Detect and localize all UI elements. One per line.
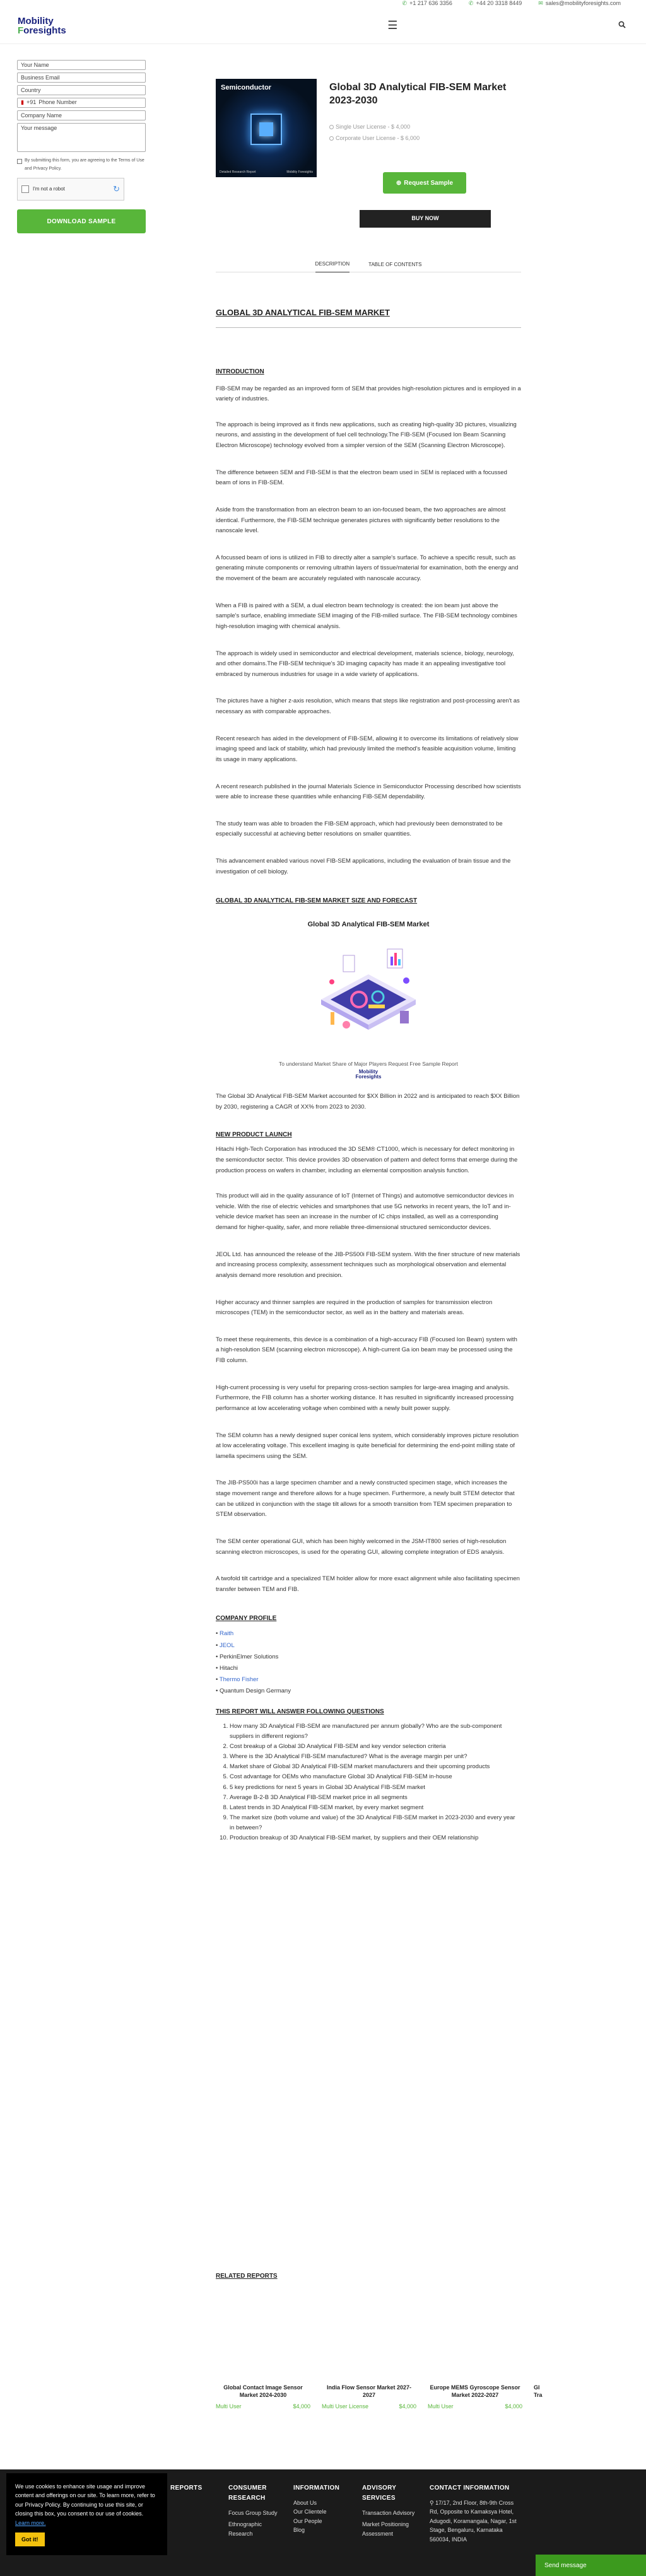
request-sample-button[interactable]	[383, 172, 466, 194]
question-item: 7. Average B-2-B 3D Analytical FIB-SEM market price in all segments	[230, 1793, 521, 1803]
related-report-price: $4,000	[399, 2403, 416, 2410]
related-report-card[interactable]	[322, 2384, 428, 2411]
email-text: sales@mobilityforesights.com	[545, 0, 621, 7]
content-tabs	[216, 257, 521, 272]
footer-heading: ADVISORY SERVICES	[362, 2485, 397, 2502]
related-report-license: Multi User	[428, 2403, 454, 2410]
launch-paragraph: The SEM center operational GUI, which has been highly welcomed in the JSM-IT800 series of high-resolution scanning electron microscopes, is used for the operating GUI, allowing complete integration of EDS analysis.	[216, 1537, 507, 1556]
launch-paragraph: Higher accuracy and thinner samples are required in the production of samples for transmission electron microscopes (TEM) in the semiconductor sector, as well as in the battery and materials areas.	[216, 1298, 493, 1317]
logo-line1: Mobility	[18, 15, 54, 26]
infographic-caption[interactable]: To understand Market Share of Major Players Request Free Sample Report	[279, 1060, 458, 1067]
recaptcha-icon: ↻	[113, 184, 120, 194]
tab-description[interactable]: DESCRIPTION	[315, 257, 350, 272]
related-report-price-row	[428, 2403, 522, 2411]
footer-heading: CONSUMER RESEARCH	[228, 2485, 267, 2502]
related-reports-heading: RELATED REPORTS	[216, 2273, 278, 2280]
related-report-title[interactable]: Global Contact Image Sensor Market 2024-2030	[223, 2384, 303, 2399]
company-item[interactable]: • Thermo Fisher	[216, 1674, 521, 1686]
footer-link[interactable]: About Us	[293, 2500, 317, 2506]
related-report-price: $4,000	[293, 2403, 310, 2410]
launch-paragraph: A twofold tilt cartridge and a specialized TEM holder allow for more exact alignment while also facilitating specimen transfer between TEM and FIB.	[216, 1575, 520, 1593]
mail-icon: ✉	[538, 0, 543, 7]
intro-paragraph: FIB-SEM may be regarded as an improved form of SEM that provides high-resolution pictures and is employed in a variety of industries.	[216, 385, 521, 403]
question-item: 4. Market share of Global 3D Analytical FIB-SEM market manufacturers and their upcoming products	[230, 1762, 521, 1772]
phone-code[interactable]: +91	[26, 99, 37, 106]
divider	[216, 327, 521, 328]
phone-icon: ✆	[402, 0, 408, 7]
question-item: 10. Production breakup of 3D Analytical FIB-SEM market, by suppliers and their OEM relationship	[230, 1833, 521, 1843]
launch-paragraph: To meet these requirements, this device is a combination of a high-accuracy FIB (Focused Ion Beam) system with a high-resolution SEM (scanning electron microscope). A high-current Ga ion beam may be processed using the FIB column.	[216, 1336, 517, 1365]
question-item: 2. Cost breakup of a Global 3D Analytical FIB-SEM and key vendor selection criteria	[230, 1742, 521, 1752]
cover-title: Semiconductor	[221, 84, 272, 91]
question-item: 3. Where is the 3D Analytical FIB-SEM manufactured? What is the average margin per unit?	[230, 1752, 521, 1762]
product-launch-heading: NEW PRODUCT LAUNCH	[216, 1131, 292, 1139]
email-link[interactable]	[538, 0, 621, 8]
phone-uk-text: +44 20 3318 8449	[476, 0, 522, 7]
phone-us[interactable]	[402, 0, 452, 8]
related-report-price-row	[216, 2403, 310, 2411]
cookie-banner	[6, 2473, 167, 2555]
intro-paragraph: A focussed beam of ions is utilized in FIB to directly alter a sample's surface. To achieve a specific result, such as generating minute components or removing ultrathin layers of tissue/material for examination, both the energy and the movement of the beam are accurately regulated with nanoscale accuracy.	[216, 554, 519, 582]
company-input[interactable]: Company Name	[17, 110, 146, 120]
company-profile-heading: COMPANY PROFILE	[216, 1615, 277, 1623]
hamburger-menu-icon[interactable]: ☰	[387, 19, 398, 32]
related-report-price: $4,000	[505, 2403, 522, 2410]
isometric-illustration	[305, 930, 432, 1056]
terms-agreement	[17, 157, 146, 173]
license-single-label: Single User License - $ 4,000	[336, 124, 411, 130]
footer-col-consumer	[228, 2483, 279, 2538]
question-item: 9. The market size (both volume and value) of the 3D Analytical FIB-SEM market in 2023-2030 and every year in between?	[230, 1813, 521, 1833]
market-size-paragraph: The Global 3D Analytical FIB-SEM Market accounted for $XX Billion in 2022 and is anticipated to reach $XX Billion by 2030, registering a CAGR of XX% from 2023 to 2030.	[216, 1093, 520, 1110]
cover-footer	[220, 170, 313, 175]
launch-paragraph: High-current processing is very useful for preparing cross-section samples for large-area imaging and analysis. Furthermore, the FIB column has a shorter working distance. It has resulted in significantly increased processing performance at low accelerating voltage when combined with a newly built power supply.	[216, 1384, 514, 1412]
intro-paragraph: A recent research published in the journal Materials Science in Semiconductor Processing described how scientists were able to increase these quantities while enhancing FIB-SEM dependability.	[216, 783, 521, 801]
related-report-title[interactable]: Gl Tra	[534, 2384, 543, 2399]
email-input[interactable]: Business Email	[17, 73, 146, 83]
sample-request-form	[17, 60, 146, 233]
radio-corporate[interactable]	[329, 136, 334, 141]
license-corporate-label: Corporate User License - $ 6,000	[336, 134, 420, 141]
search-icon[interactable]	[618, 20, 626, 32]
infographic-logo: Mobility Foresights	[355, 1068, 382, 1080]
license-corporate-option[interactable]	[329, 134, 420, 143]
related-report-card[interactable]	[216, 2384, 322, 2411]
cookie-learn-more-link[interactable]: Learn more.	[15, 2519, 46, 2526]
question-item: 1. How many 3D Analytical FIB-SEM are manufactured per annum globally? Who are the sub-component suppliers in different regions?	[230, 1722, 521, 1742]
cookie-accept-button[interactable]: Got it!	[15, 2532, 45, 2546]
logo-line2	[18, 26, 66, 35]
intro-paragraph: The pictures have a higher z-axis resolution, which means that steps like registration and post-processing aren't as necessary as with comparable approaches.	[216, 697, 520, 715]
name-input[interactable]: Your Name	[17, 60, 146, 70]
questions-list	[216, 1722, 521, 1844]
company-item[interactable]: • JEOL	[216, 1640, 521, 1652]
intro-paragraph: Aside from the transformation from an electron beam to an ion-focused beam, the two approaches are almost identical. Furthermore, the FIB-SEM technique generates pictures with significantly better resolutions to the nanoscale level.	[216, 506, 506, 535]
related-report-price-row	[322, 2403, 416, 2411]
footer-link[interactable]: Our Clientele	[293, 2509, 327, 2515]
intro-paragraph: The difference between SEM and FIB-SEM is that the electron beam used in SEM is replaced with a focussed beam of ions in FIB-SEM.	[216, 469, 507, 487]
question-item: 5. Cost advantage for OEMs who manufacture Global 3D Analytical FIB-SEM in-house	[230, 1772, 521, 1782]
launch-paragraph: JEOL Ltd. has announced the release of the JIB-PS500i FIB-SEM system. With the finer structure of new materials and increasing process complexity, assessment techniques such as morphological observation and elemental analysis demand more resolution and precision.	[216, 1250, 520, 1279]
footer-heading: CONTACT INFORMATION	[430, 2485, 510, 2491]
site-header	[0, 8, 646, 44]
company-item: • PerkinElmer Solutions	[216, 1652, 521, 1663]
related-report-license: Multi User	[216, 2403, 242, 2410]
question-item: 6. 5 key predictions for next 5 years in Global 3D Analytical FIB-SEM market	[230, 1783, 521, 1793]
chip-illustration	[250, 114, 282, 145]
intro-paragraph: Recent research has aided in the development of FIB-SEM, allowing it to overcome its limitations of relatively slow imaging speed and lack of stability, which had previously limited the method's feasible acquisition volume, limiting its usage in many applications.	[216, 735, 519, 763]
market-size-heading: GLOBAL 3D ANALYTICAL FIB-SEM MARKET SIZE AND FORECAST	[216, 897, 418, 905]
footer-heading: INFORMATION	[293, 2485, 340, 2491]
logo-line2-f: F	[18, 25, 24, 36]
related-report-title[interactable]: Europe MEMS Gyroscope Sensor Market 2022-2027	[430, 2384, 520, 2399]
country-input[interactable]: Country	[17, 85, 146, 95]
intro-paragraph: The approach is being improved as it finds new applications, such as creating high-quality 3D pictures, visualizing neurons, and assisting in the development of fuel cell technology.The FIB-SEM (Focused Ion Beam Scanning Electron Microscope) technology evolved from a simpler version of the SEM (Scanning Electron Microscope).	[216, 421, 517, 449]
cover-footer-right: Mobility Foresights	[286, 170, 313, 174]
phone-icon: ✆	[468, 0, 474, 7]
phone-placeholder: Phone Number	[38, 99, 77, 106]
site-logo[interactable]	[18, 16, 66, 35]
intro-paragraph: The approach is widely used in semiconductor and electrical development, materials science, biology, neurology, and other domains.The FIB-SEM technique's 3D imaging capacity has made it an appealing investigative tool embraced by numerous industries for usage in a wide variety of applications.	[216, 650, 514, 678]
launch-paragraph: The SEM column has a newly designed super conical lens system, which considerably improves picture resolution at low accelerating voltage. This excellent imaging is quite beneficial for determining the end-point milling state of lamella specimens using the SEM.	[216, 1431, 519, 1460]
footer-col-advisory	[362, 2483, 419, 2538]
footer-heading: REPORTS	[170, 2485, 203, 2491]
report-cover-image	[216, 79, 317, 177]
cookie-text: We use cookies to enhance site usage and improve content and offerings on our site. To learn more, refer to our Privacy Policy. By continuing to use this site, or closing this box, you consent to our use of cookies.	[15, 2483, 155, 2517]
recaptcha-widget	[17, 178, 124, 201]
send-message-button[interactable]: Send message	[536, 2555, 646, 2576]
location-pin-icon: ⚲	[430, 2500, 436, 2506]
phone-us-text: +1 217 636 3356	[409, 0, 452, 7]
related-reports-list	[216, 2384, 646, 2411]
license-options	[329, 123, 420, 145]
company-item: • Hitachi	[216, 1663, 521, 1674]
infographic-title: Global 3D Analytical FIB-SEM Market	[307, 921, 430, 929]
radio-single[interactable]	[329, 125, 334, 129]
footer-link[interactable]: Focus Group Study	[228, 2510, 278, 2516]
buy-now-button[interactable]: BUY NOW	[360, 210, 491, 228]
intro-paragraph: This advancement enabled various novel FIB-SEM applications, including the evaluation of brain tissue and the investigation of cell biology.	[216, 858, 511, 875]
company-item: • Quantum Design Germany	[216, 1686, 521, 1697]
captcha-checkbox[interactable]	[21, 185, 29, 193]
product-title: Global 3D Analytical FIB-SEM Market 2023-2030	[329, 82, 507, 106]
report-description	[216, 306, 521, 1843]
question-item: 8. Latest trends in 3D Analytical FIB-SEM market, by every market segment	[230, 1803, 521, 1813]
footer-link[interactable]: Transaction Advisory	[362, 2510, 415, 2516]
request-sample-label: Request Sample	[404, 179, 454, 187]
cover-footer-left: Detailed Research Report	[220, 170, 256, 174]
message-textarea[interactable]: Your message	[17, 123, 146, 152]
related-report-title[interactable]: India Flow Sensor Market 2027-2027	[326, 2384, 412, 2399]
sample-icon: ⊕	[396, 179, 402, 187]
download-sample-button[interactable]: DOWNLOAD SAMPLE	[17, 209, 146, 233]
intro-paragraph: The study team was able to broaden the FIB-SEM approach, which had previously been demonstrated to be especially successful at achieving better resolutions on smaller quantities.	[216, 820, 503, 838]
related-report-license: Multi User License	[322, 2403, 369, 2410]
related-report-card[interactable]	[428, 2384, 534, 2411]
footer-link[interactable]: Our People	[293, 2517, 322, 2524]
intro-paragraph: When a FIB is paired with a SEM, a dual electron beam technology is created: the ion beam just above the sample's surface, enabling immediate SEM imaging of the FIB-milled surface. The FIB-SEM technology combines high-resolution imaging with chemical analysis.	[216, 602, 517, 630]
footer-col-reports	[170, 2483, 202, 2498]
tab-table-of-contents[interactable]: TABLE OF CONTENTS	[368, 261, 422, 267]
footer-address	[430, 2498, 518, 2544]
india-flag-icon: ▮	[21, 99, 24, 106]
intro-heading: INTRODUCTION	[216, 368, 264, 375]
terms-text: By submitting this form, you are agreeing to the Terms of Use and Privacy Policy.	[25, 158, 144, 171]
phone-input[interactable]	[17, 98, 146, 108]
company-item[interactable]: • Raith	[216, 1628, 521, 1640]
footer-col-information	[293, 2483, 344, 2535]
footer-link[interactable]: Blog	[293, 2527, 305, 2534]
terms-checkbox[interactable]	[17, 159, 22, 164]
footer-address-text: 17/17, 2nd Floor, 8th-9th Cross Rd, Opposite to Kamaksya Hotel, Adugodi, Koramangala, Nagar, 1st Stage, Bengaluru, Karnataka 560034, INDIA	[430, 2500, 517, 2543]
footer-link[interactable]: Ethnographic Research	[228, 2521, 262, 2537]
license-single-option[interactable]	[329, 123, 420, 132]
phone-uk[interactable]	[469, 0, 522, 8]
main-heading: GLOBAL 3D ANALYTICAL FIB-SEM MARKET	[216, 308, 390, 317]
logo-line2-rest: oresights	[23, 25, 66, 36]
related-report-card[interactable]	[534, 2384, 559, 2411]
launch-paragraph: The JIB-PS500i has a large specimen chamber and a newly constructed specimen stage, which increases the stage movement range and therefore allows for a huge specimen. Furthermore, a newly built STEM detector that can be utilized in conjunction with the stage tilt allows for a smooth transition from TEM specimen preparation to STEM observation.	[216, 1479, 515, 1518]
captcha-label: I'm not a robot	[33, 186, 65, 192]
company-list	[216, 1628, 521, 1696]
footer-col-contact	[430, 2483, 518, 2544]
launch-paragraph: This product will aid in the quality assurance of IoT (Internet of Things) and automotive semiconductor devices in vehicle. With the rise of electric vehicles and smartphones that use 5G networks in recent years, the IoT and in-vehicle device market has seen an increase in the number of IC chips installed, as well as a corresponding demand for higher-quality, safer, and more reliable three-dimensional structured semiconductor devices.	[216, 1192, 514, 1232]
top-contact-bar	[0, 0, 646, 8]
infographic	[216, 919, 521, 1080]
questions-heading: THIS REPORT WILL ANSWER FOLLOWING QUESTIONS	[216, 1708, 384, 1715]
launch-paragraph: Hitachi High-Tech Corporation has introduced the 3D SEM® CT1000, which is necessary for defect monitoring in the semiconductor sector. This device provides 3D observation of pattern and defect forms that emerge during the production process on wafers in chamber, including an elemental composition analysis function.	[216, 1146, 518, 1174]
footer-link[interactable]: Market Positioning Assessment	[362, 2521, 409, 2537]
